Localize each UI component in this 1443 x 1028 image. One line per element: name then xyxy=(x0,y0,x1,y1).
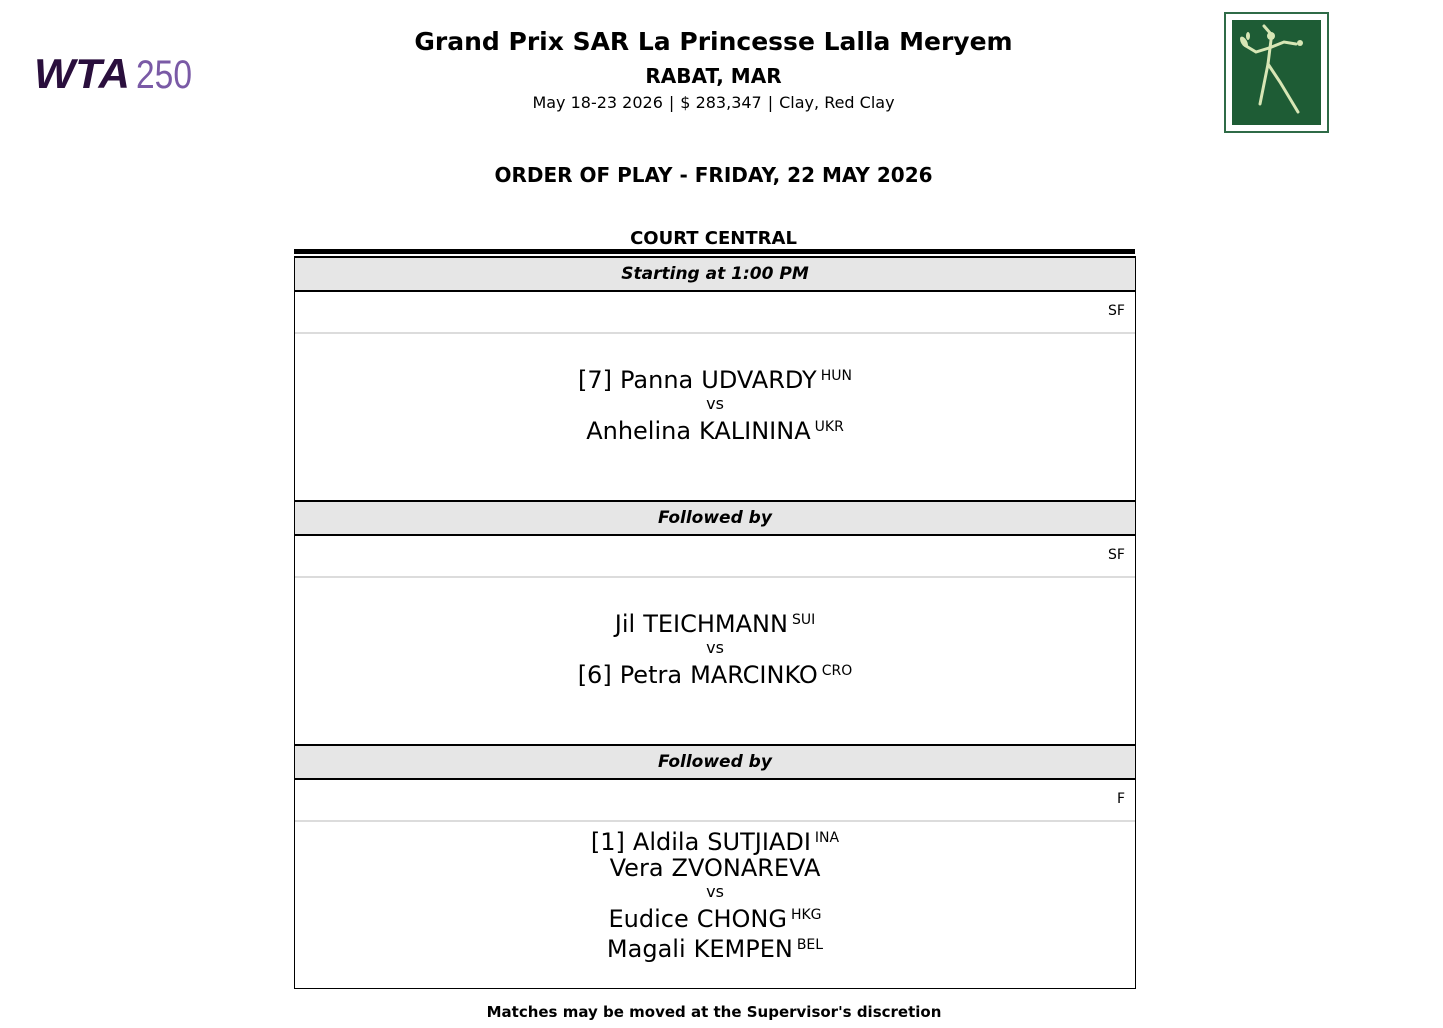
tournament-surface: Clay, Red Clay xyxy=(779,93,895,112)
info-separator: | xyxy=(668,93,675,112)
tournament-info xyxy=(0,93,1427,112)
player-first-name: Eudice xyxy=(608,905,689,933)
tournament-city: RABAT, MAR xyxy=(645,64,782,88)
match-card xyxy=(295,578,1135,744)
player-first-name: Petra xyxy=(619,661,683,689)
player-seed: [1] xyxy=(590,828,625,856)
player-last-name: SUTJIADI xyxy=(707,828,811,856)
match-card xyxy=(295,822,1135,988)
player-entry xyxy=(295,363,1135,393)
player-country: SUI xyxy=(791,612,816,628)
tournament-title: Grand Prix SAR La Princesse Lalla Meryem xyxy=(414,27,1013,56)
player-seed: [6] xyxy=(577,661,612,689)
player-entry xyxy=(295,855,1135,881)
wta-logo-text: WTA xyxy=(34,50,130,97)
player-first-name: Anhelina xyxy=(586,417,692,445)
player-last-name: KALININA xyxy=(699,417,811,445)
match-round: SF xyxy=(295,536,1135,578)
court-divider xyxy=(294,249,1135,254)
player-country: HUN xyxy=(820,368,852,384)
versus-label: vs xyxy=(706,882,724,901)
player-country: BEL xyxy=(796,937,824,953)
tournament-prize: $ 283,347 xyxy=(680,93,762,112)
player-country: HKG xyxy=(790,907,822,923)
player-last-name: ZVONAREVA xyxy=(671,854,821,882)
match-slot-header: Starting at 1:00 PM xyxy=(295,256,1135,292)
match-card xyxy=(295,334,1135,500)
versus-label: vs xyxy=(706,638,724,657)
player-last-name: UDVARDY xyxy=(701,366,817,394)
info-separator: | xyxy=(767,93,774,112)
player-seed: [7] xyxy=(578,366,613,394)
player-last-name: MARCINKO xyxy=(690,661,818,689)
player-first-name: Aldila xyxy=(632,828,700,856)
player-entry xyxy=(295,902,1135,932)
court-schedule xyxy=(294,256,1136,989)
tournament-dates: May 18-23 2026 xyxy=(532,93,663,112)
player-entry xyxy=(295,414,1135,444)
player-entry xyxy=(295,932,1135,962)
court-name: COURT CENTRAL xyxy=(630,228,797,249)
player-first-name: Magali xyxy=(606,935,686,963)
player-first-name: Vera xyxy=(609,854,664,882)
player-entry xyxy=(295,607,1135,637)
player-entry xyxy=(295,825,1135,855)
player-country: UKR xyxy=(814,419,844,435)
player-last-name: TEICHMANN xyxy=(643,610,788,638)
player-first-name: Jil xyxy=(614,610,636,638)
player-entry xyxy=(295,658,1135,688)
match-round: F xyxy=(295,780,1135,822)
player-last-name: CHONG xyxy=(696,905,787,933)
order-of-play-title: ORDER OF PLAY - FRIDAY, 22 MAY 2026 xyxy=(494,163,933,187)
player-last-name: KEMPEN xyxy=(693,935,793,963)
player-country: INA xyxy=(814,830,840,846)
versus-label: vs xyxy=(706,394,724,413)
match-round: SF xyxy=(295,292,1135,334)
player-country: CRO xyxy=(821,663,853,679)
match-slot-header: Followed by xyxy=(295,500,1135,536)
wta-logo-250: 250 xyxy=(136,53,192,97)
player-first-name: Panna xyxy=(620,366,694,394)
match-slot-header: Followed by xyxy=(295,744,1135,780)
supervisor-note: Matches may be moved at the Supervisor's discretion xyxy=(486,1003,942,1021)
